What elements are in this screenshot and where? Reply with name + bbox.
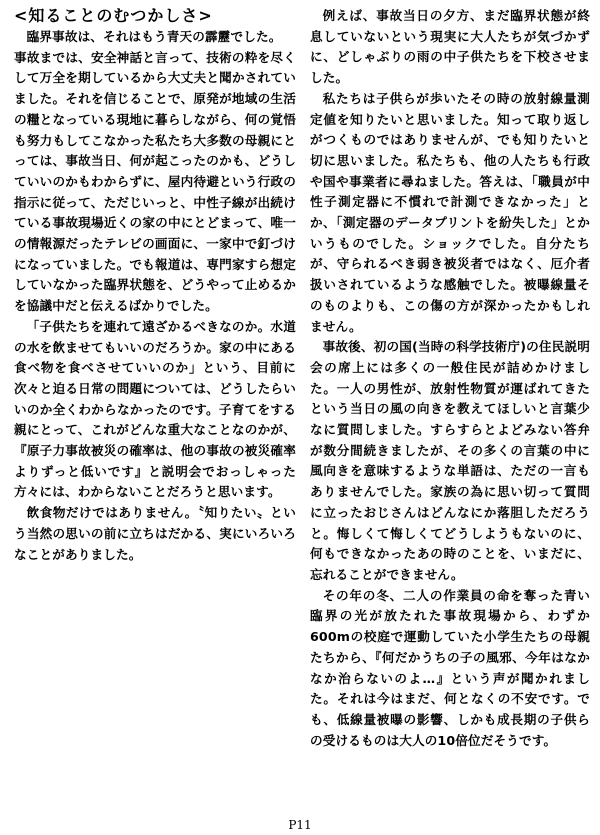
right-paragraph-3: 事故後、初の国(当時の科学技術庁)の住民説明会の席上には多くの一般住民が詰めかけました。一人の男性が、放射性物質が運ばれてきたという当日の風の向きを教えてほしいと言葉少なに質問しました。すらすらとよどみない答弁が数分間続きましたが、その多くの言葉の中に風向きを意味するような単語は、ただの一言もありませんでした。家族の為に思い切って質問に立ったおじさんはどんなにか落胆しただろうと。悔しくて悔しくてどうしようもないのに、何もできなかったあの時のことを、いまだに、忘れることができません。 (310, 339, 590, 582)
left-column (14, 6, 296, 565)
left-paragraph-3: 「子供たちを連れて遠ざかるべきなのか。水道の水を飲ませてもいいのだろうか。家の中にある食べ物を食べさせていいのか」という、目前に次々と迫る日常の問題については、どうしたらいいのか全くわからなかったのです。子育てをする親にとって、これがどんな重大なことなのかが、『原子力事故被災の確率は、他の事故の被災確率よりずっと低いです』と説明会でおっしゃった方々には、わからないことだろうと思います。 (14, 318, 296, 500)
left-paragraph-2: 事故までは、安全神話と言って、技術の粋を尽くして万全を期しているから大丈夫と聞かされていました。それを信じることで、原発が地域の生活の糧となっている現地に暮らしながら、何の覚悟も努力もしてこなかった私たち大多数の母親にとっては、事故当日、何が起こったのかも、どうしていいのかもわからずに、屋内待避という行政の指示に従って、ただじいっと、中性子線が出続けている事故現場近くの家の中にとどまって、唯一の情報源だったテレビの画面に、一家中で釘づけになっていました。でも報道は、専門家すら想定していなかった臨界状態を、どうやって止めるかを協議中だと伝えるばかりでした。 (14, 49, 296, 314)
right-column (310, 6, 590, 751)
article-title: <知ることのむつかしさ> (14, 6, 213, 25)
page-number: P11 (288, 818, 312, 832)
left-paragraph-1: 臨界事故は、それはもう青天の霹靂でした。 (26, 29, 282, 44)
left-paragraph-4: 飲食物だけではありません。〝知りたい〟という当然の思いの前に立ちはだかる、実にいろいろなことがありました。 (14, 505, 296, 562)
right-paragraph-1: 例えば、事故当日の夕方、まだ臨界状態が終息していないという現実に大人たちが気づかずに、どしゃぶりの雨の中子供たちを下校させました。 (310, 8, 590, 86)
right-paragraph-2: 私たちは子供らが歩いたその時の放射線量測定値を知りたいと思いました。知って取り返しがつくものではありませんが、でも知りたいと切に思いました。私たちも、他の人たちも行政や国や事業者に尋ねました。答えは、「職員が中性子測定器に不慣れで計測できなかった」とか、「測定器のデータプリントを紛失した」とかいうものでした。ショックでした。自分たちが、守られるべき弱き被災者ではなく、厄介者扱いされているような感触でした。被曝線量そのものよりも、この傷の方が深かったかもしれません。 (310, 90, 590, 334)
right-paragraph-4: その年の冬、二人の作業員の命を奪った青い臨界の光が放たれた事故現場から、わずか600mの校庭で運動していた小学生たちの母親たちから、『何だかうちの子の風邪、今年はなかなか治らないのよ…』という声が聞かれました。それは今はまだ、何となくの不安です。でも、低線量被曝の影響、しかも成長期の子供らの受けるものは大人の10倍位だそうです。 (310, 587, 590, 748)
